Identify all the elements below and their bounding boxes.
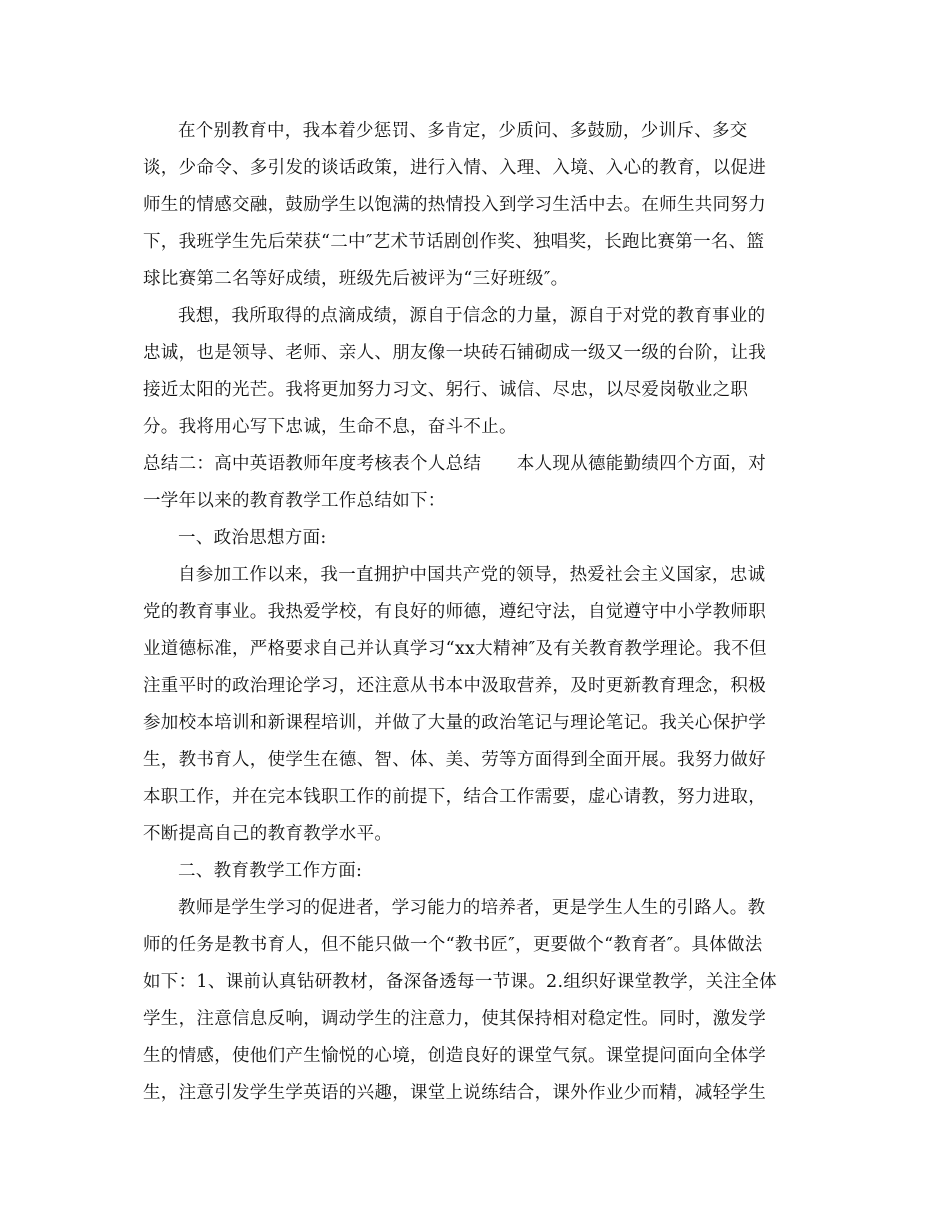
text-line: 生的情感，使他们产生愉悦的心境，创造良好的课堂气氛。课堂提问面向全体学 xyxy=(143,1046,766,1066)
text-line: 师生的情感交融，鼓励学生以饱满的热情投入到学习生活中去。在师生共同努力 xyxy=(143,195,766,215)
section-heading-line: 总结二：高中英语教师年度考核表个人总结 本人现从德能勤绩四个方面，对 xyxy=(143,454,766,474)
text-line: 球比赛第二名等好成绩，班级先后被评为“三好班级″。 xyxy=(143,269,569,289)
text-line: 本职工作，并在完本钱职工作的前提下，结合工作需要，虚心请教，努力进取， xyxy=(143,787,766,807)
text-line: 参加校本培训和新课程培训，并做了大量的政治笔记与理论笔记。我关心保护学 xyxy=(143,713,766,733)
text-line: 不断提高自己的教育教学水平。 xyxy=(143,824,393,844)
text-line: 业道德标准，严格要求自己并认真学习“xx大精神″及有关教育教学理论。我不但 xyxy=(143,639,767,659)
text-line: 生，注意引发学生学英语的兴趣，课堂上说练结合，课外作业少而精，减轻学生 xyxy=(143,1083,766,1103)
subheading: 一、政治思想方面: xyxy=(178,528,327,548)
text-line: 谈，少命令、多引发的谈话政策，进行入情、入理、入境、入心的教育，以促进 xyxy=(143,158,766,178)
text-line: 学生，注意信息反响，调动学生的注意力，使其保持相对稳定性。同时，激发学 xyxy=(143,1009,766,1029)
text-line: 分。我将用心写下忠诚，生命不息，奋斗不止。 xyxy=(143,417,517,437)
text-line: 师的任务是教书育人，但不能只做一个“教书匠″，更要做个“教育者″。具体做法 xyxy=(143,935,763,955)
text-line: 一学年以来的教育教学工作总结如下： xyxy=(143,491,446,511)
text-line: 下，我班学生先后荣获“二中″艺术节话剧创作奖、独唱奖，长跑比赛第一名、篮 xyxy=(143,232,765,252)
text-line: 忠诚，也是领导、老师、亲人、朋友像一块砖石铺砌成一级又一级的台阶，让我 xyxy=(143,343,766,363)
text-line: 生，教书育人，使学生在德、智、体、美、劳等方面得到全面开展。我努力做好 xyxy=(143,750,766,770)
text-line: 如下：1、课前认真钻研教材，备深备透每一节课。2.组织好课堂教学，关注全体 xyxy=(143,972,777,992)
text-line: 注重平时的政治理论学习，还注意从书本中汲取营养，及时更新教育理念，积极 xyxy=(143,676,766,696)
text-line: 我想，我所取得的点滴成绩，源自于信念的力量，源自于对党的教育事业的 xyxy=(178,306,766,326)
text-line: 党的教育事业。我热爱学校，有良好的师德，遵纪守法，自觉遵守中小学教师职 xyxy=(143,602,766,622)
subheading: 二、教育教学工作方面: xyxy=(178,861,363,881)
text-line: 自参加工作以来，我一直拥护中国共产党的领导，热爱社会主义国家，忠诚 xyxy=(178,565,766,585)
text-line: 接近太阳的光芒。我将更加努力习文、躬行、诚信、尽忠，以尽爱岗敬业之职 xyxy=(143,380,749,400)
text-line: 教师是学生学习的促进者，学习能力的培养者，更是学生人生的引路人。教 xyxy=(178,898,766,918)
text-line: 在个别教育中，我本着少惩罚、多肯定，少质问、多鼓励，少训斥、多交 xyxy=(178,121,748,141)
